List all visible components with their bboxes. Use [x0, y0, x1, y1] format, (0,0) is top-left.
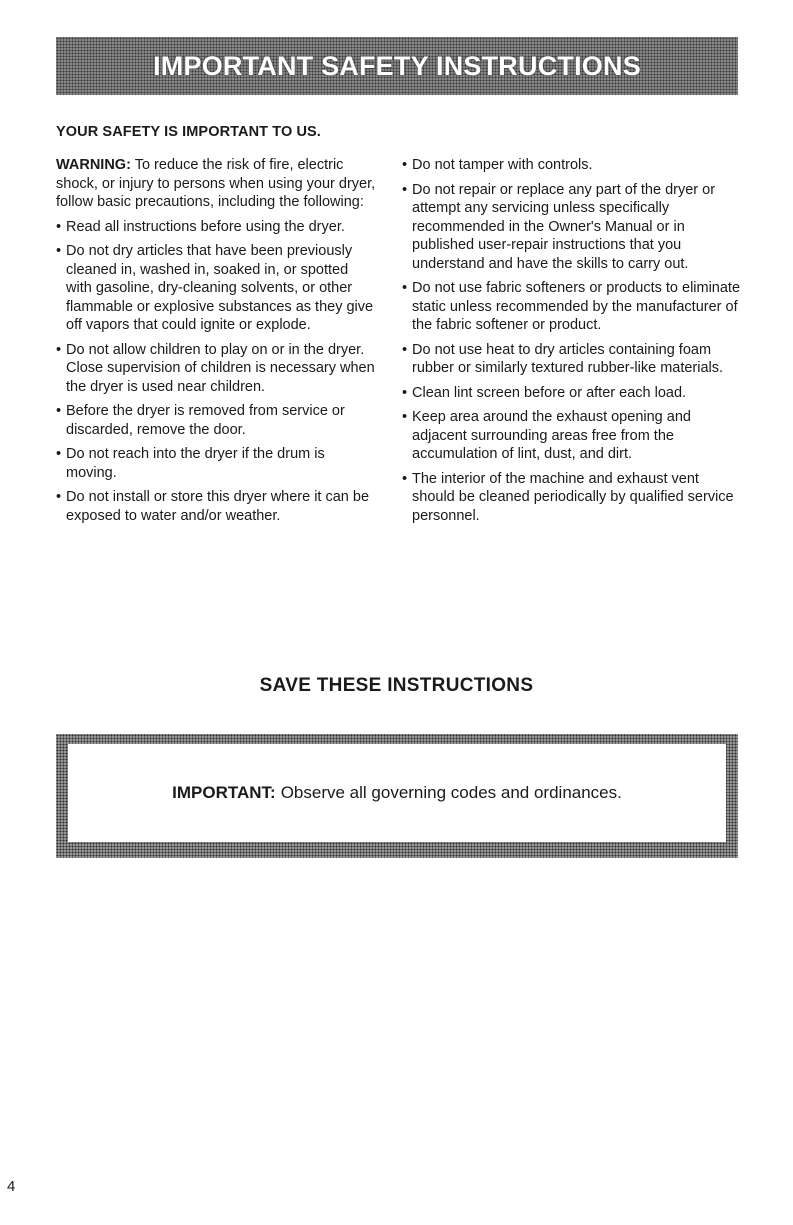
list-item: • Do not use heat to dry articles containing foam rubber or similarly textured rubber-like materials. [402, 341, 742, 378]
list-item: • Do not use fabric softeners or products to eliminate static unless recommended by the manufacturer of the fabric softener or product. [402, 279, 742, 335]
left-instruction-list [56, 218, 376, 526]
save-instructions-heading: SAVE THESE INSTRUCTIONS [259, 675, 534, 696]
list-item: • Keep area around the exhaust opening and adjacent surrounding areas free from the accumulation of lint, dust, and dirt. [402, 408, 742, 464]
page-number: 4 [7, 1178, 16, 1195]
list-item: • Do not repair or replace any part of the dryer or attempt any servicing unless specifically recommended in the Owner's Manual or in published user-repair instructions that you understand and have the skills to carry out. [402, 181, 742, 274]
notice-content [68, 744, 726, 842]
notice-text: Observe all governing codes and ordinances. [280, 783, 622, 802]
list-item: • The interior of the machine and exhaust vent should be cleaned periodically by qualified service personnel. [402, 470, 742, 526]
right-column [402, 156, 742, 531]
warning-text: To reduce the risk of fire, electric shock, or injury to persons when using your dryer, follow basic precautions, including the following: [56, 157, 376, 210]
page-title: IMPORTANT SAFETY INSTRUCTIONS [153, 50, 641, 81]
safety-subheading: YOUR SAFETY IS IMPORTANT TO US. [56, 124, 321, 140]
important-notice-box [56, 734, 738, 858]
list-item: • Do not dry articles that have been previously cleaned in, washed in, soaked in, or spotted with gasoline, dry-cleaning solvents, or other flammable or explosive substances as they give off vapors that could ignite or explode. [56, 242, 376, 335]
list-item: • Do not reach into the dryer if the drum is moving. [56, 445, 376, 482]
right-instruction-list [402, 156, 742, 525]
list-item: • Do not tamper with controls. [402, 156, 742, 175]
title-banner [56, 37, 738, 95]
list-item: • Do not install or store this dryer where it can be exposed to water and/or weather. [56, 488, 376, 525]
warning-label: WARNING: [56, 157, 131, 173]
left-column [56, 156, 376, 531]
list-item: • Before the dryer is removed from service or discarded, remove the door. [56, 402, 376, 439]
notice-label: IMPORTANT: [172, 783, 276, 802]
list-item: • Clean lint screen before or after each load. [402, 384, 742, 403]
list-item: • Do not allow children to play on or in the dryer. Close supervision of children is necessary when the dryer is used near children. [56, 341, 376, 397]
list-item: • Read all instructions before using the dryer. [56, 218, 376, 237]
warning-paragraph [56, 156, 376, 212]
